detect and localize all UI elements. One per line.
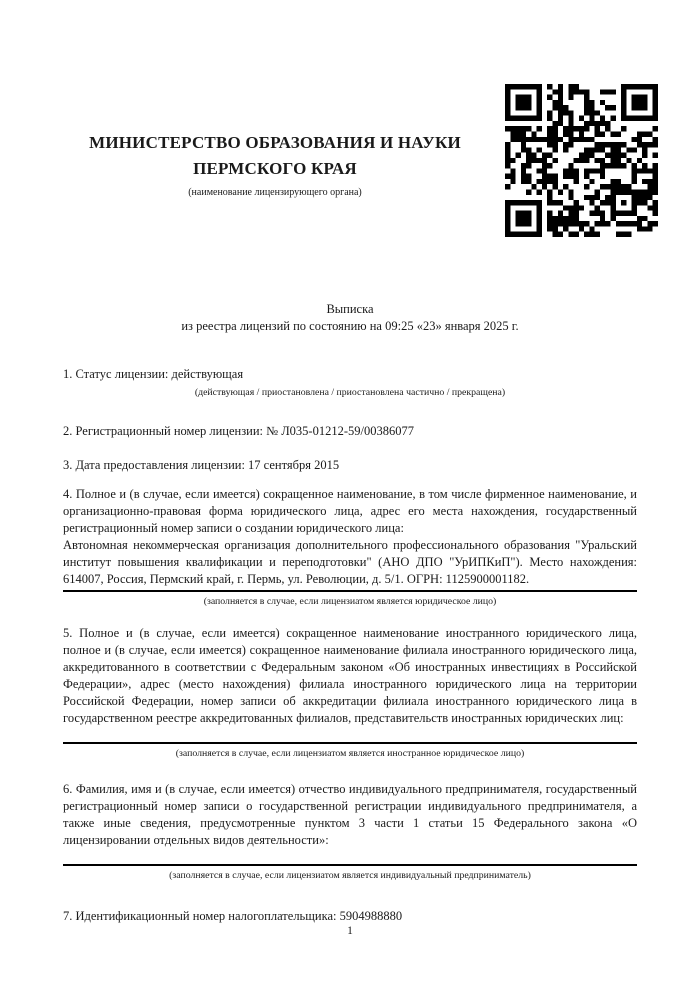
item4-answer: Автономная некоммерческая организация дополнительного профессионального образования "Уральский институт повышения квалификации и переподготовки" (АНО ДПО "УрИПКиП"). Место нахождения: 614007, Россия, Пермский край, г. Пермь, ул. Революции, д. 5/1. ОГРН: 1125900001182.: [63, 538, 637, 586]
item1-status: 1. Статус лицензии: действующая: [63, 367, 244, 381]
licensing-authority-header: [58, 130, 492, 199]
item4-field-line: [63, 590, 637, 592]
item4-legal-entity: [63, 486, 637, 608]
item6-question: 6. Фамилия, имя и (в случае, если имеется) отчество индивидуального предпринимателя, государственный регистрационный номер записи о государственной регистрации индивидуального предпринимателя, а также иные сведения, предусмотренные пунктом 3 части 1 статьи 15 Федерального закона «О лицензировании отдельных видов деятельности»:: [63, 782, 637, 847]
item6-caption: (заполняется в случае, если лицензиатом является индивидуальный предприниматель): [169, 870, 531, 881]
item5-foreign-entity: [63, 625, 637, 760]
item7-taxpayer-number: 7. Идентификационный номер налогоплательщика: 5904988880: [63, 909, 403, 923]
item1-caption: (действующая / приостановлена / приостановлена частично / прекращена): [194, 387, 506, 398]
item5-field-line: [63, 742, 637, 744]
document-body: [63, 366, 637, 925]
item6-field-line: [63, 864, 637, 866]
item2-registration-number: 2. Регистрационный номер лицензии: № Л035-01212-59/00386077: [63, 424, 414, 438]
item6-blank-answer: [63, 849, 637, 862]
document-title-line2: из реестра лицензий по состоянию на 09:25 «23» января 2025 г.: [181, 319, 519, 333]
page-number: 1: [347, 925, 353, 937]
item5-caption: (заполняется в случае, если лицензиатом является иностранное юридическое лицо): [175, 748, 525, 759]
document-title: [63, 301, 637, 335]
qr-code-icon: [505, 84, 658, 237]
ministry-name-line1: МИНИСТЕРСТВО ОБРАЗОВАНИЯ И НАУКИ: [89, 133, 461, 152]
item5-blank-answer: [63, 727, 637, 740]
ministry-caption: (наименование лицензирующего органа): [188, 187, 362, 198]
ministry-name-line2: ПЕРМСКОГО КРАЯ: [193, 159, 357, 178]
item6-individual-entrepreneur: [63, 781, 637, 882]
item4-question: 4. Полное и (в случае, если имеется) сокращенное наименование, в том числе фирменное наименование, и организационно-правовая форма юридического лица, адрес его места нахождения, государственный регистрационный номер записи о создании юридического лица:: [63, 487, 637, 535]
item4-caption: (заполняется в случае, если лицензиатом является юридическое лицо): [203, 596, 497, 607]
document-title-line1: Выписка: [326, 302, 374, 316]
item3-license-date: 3. Дата предоставления лицензии: 17 сентября 2015: [63, 458, 340, 472]
item5-question: 5. Полное и (в случае, если имеется) сокращенное наименование иностранного юридического лица, полное и (в случае, если имеется) сокращенное наименование филиала иностранного юридического лица, аккредитованного в соответствии с Федеральным законом «Об иностранных инвестициях в Российской Федерации», адрес (место нахождения) филиала иностранного юридического лица на территории Российской Федерации, номер записи об аккредитации филиала иностранного юридического лица в государственном реестре аккредитованных филиалов, представительств иностранных юридических лиц:: [63, 626, 637, 725]
